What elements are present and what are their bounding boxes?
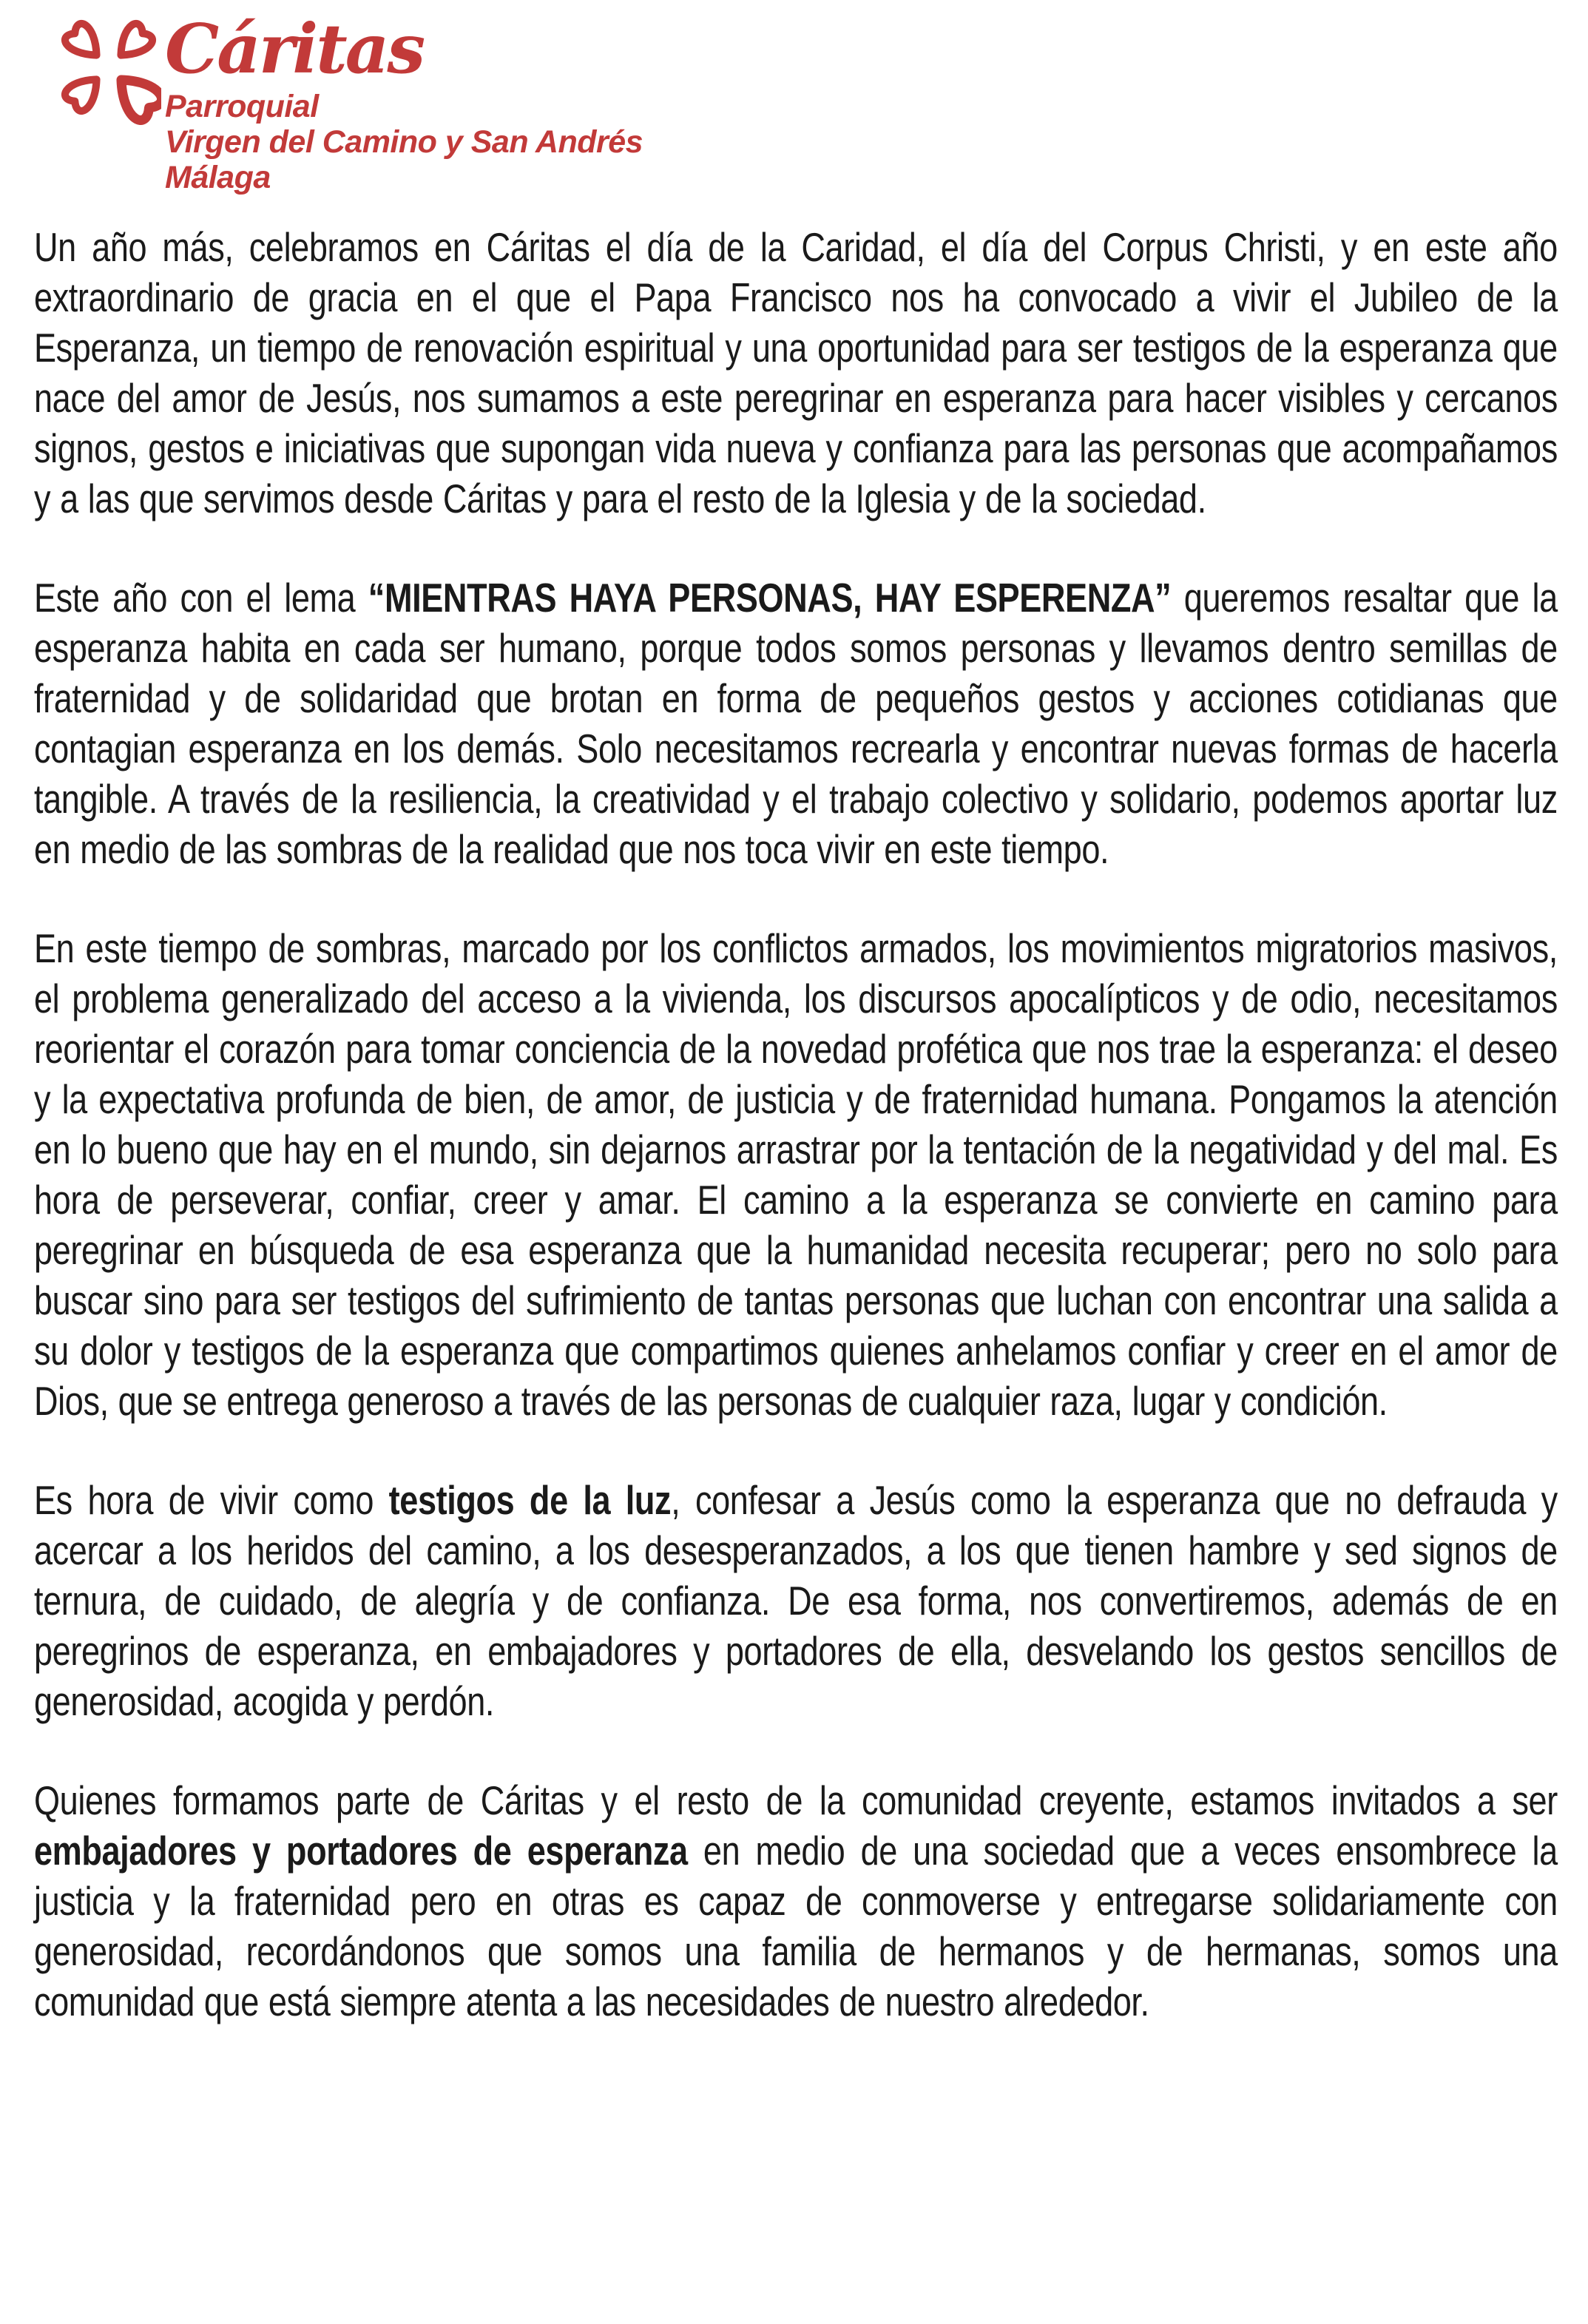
text-run: , confesar a Jesús como la esperanza que no defrauda y acercar a los heridos del camino, a los desesperanzados, a los que tienen hambre y sed signos de ternura, de cuidado, de alegría y de confianza. De esa forma, nos convertiremos, además de en peregrinos de esperanza, en embajadores y portadores de ella, desvelando los gestos sencillos de generosidad, acogida y perdón.	[34, 1477, 1558, 1724]
paragraph-embajadores	[34, 1775, 1558, 2027]
text-run: Quienes formamos parte de Cáritas y el resto de la comunidad creyente, estamos invitados a ser	[34, 1777, 1558, 1823]
paragraph-intro	[34, 222, 1558, 524]
text-run: Este año con el lema	[34, 575, 368, 621]
text-run: En este tiempo de sombras, marcado por los conflictos armados, los movimientos migratorios masivos, el problema generalizado del acceso a la vivienda, los discursos apocalípticos y de odio, necesitamos reorientar el corazón para tomar conciencia de la novedad profética que nos trae la esperanza: el deseo y la expectativa profunda de bien, de amor, de justicia y de fraternidad humana. Pongamos la atención en lo bueno que hay en el mundo, sin dejarnos arrastrar por la tentación de la negatividad y del mal. Es hora de perseverar, confiar, creer y amar. El camino a la esperanza se convierte en camino para peregrinar en búsqueda de esa esperanza que la humanidad necesita recuperar; pero no solo para buscar sino para ser testigos del sufrimiento de tantas personas que luchan con encontrar una salida a su dolor y testigos de la esperanza que compartimos quienes anhelamos confiar y creer en el amor de Dios, que se entrega generoso a través de las personas de cualquier raza, lugar y condición.	[34, 925, 1558, 1424]
bold-text-run: testigos de la luz	[388, 1477, 672, 1523]
caritas-hearts-cross-icon	[56, 15, 161, 127]
paragraph-lema	[34, 572, 1558, 874]
paragraph-tiempo-sombras	[34, 923, 1558, 1426]
text-run: Un año más, celebramos en Cáritas el día de la Caridad, el día del Corpus Christi, y en este año extraordinario de gracia en el que el Papa Francisco nos ha convocado a vivir el Jubileo de la Esperanza, un tiempo de renovación espiritual y una oportunidad para ser testigos de la esperanza que nace del amor de Jesús, nos sumamos a este peregrinar en esperanza para hacer visibles y cercanos signos, gestos e iniciativas que supongan vida nueva y confianza para las personas que acompañamos y a las que servimos desde Cáritas y para el resto de la Iglesia y de la sociedad.	[34, 224, 1558, 521]
logo-subtitle-city: Málaga	[165, 160, 271, 195]
logo-subtitle-parroquial: Parroquial	[165, 89, 319, 124]
logo-brand-name: Cáritas	[165, 9, 424, 89]
text-run: queremos resaltar que la esperanza habita en cada ser humano, porque todos somos personas y llevamos dentro semillas de fraternidad y de solidaridad que brotan en forma de pequeños gestos y acciones cotidianas que contagian esperanza en los demás. Solo necesitamos recrearla y encontrar nuevas formas de hacerla tangible. A través de la resiliencia, la creatividad y el trabajo colectivo y solidario, podemos aportar luz en medio de las sombras de la realidad que nos toca vivir en este tiempo.	[34, 575, 1558, 872]
letter-text-block	[34, 222, 1558, 2027]
paragraph-testigos-luz	[34, 1475, 1558, 1726]
bold-text-run: “MIENTRAS HAYA PERSONAS, HAY ESPERENZA”	[368, 575, 1172, 621]
logo-subtitle-parish: Virgen del Camino y San Andrés	[165, 124, 643, 160]
text-run: en medio de una sociedad que a veces ensombrece la justicia y la fraternidad pero en otras es capaz de conmoverse y entregarse solidariamente con generosidad, recordándonos que somos una familia de hermanos y de hermanas, somos una comunidad que está siempre atenta a las necesidades de nuestro alrededor.	[34, 1828, 1558, 2024]
bold-text-run: embajadores y portadores de esperanza	[34, 1828, 688, 1874]
text-run: Es hora de vivir como	[34, 1477, 389, 1523]
logo-wordmark	[165, 9, 643, 195]
caritas-logo	[0, 0, 814, 207]
letter-body	[34, 222, 1558, 2027]
